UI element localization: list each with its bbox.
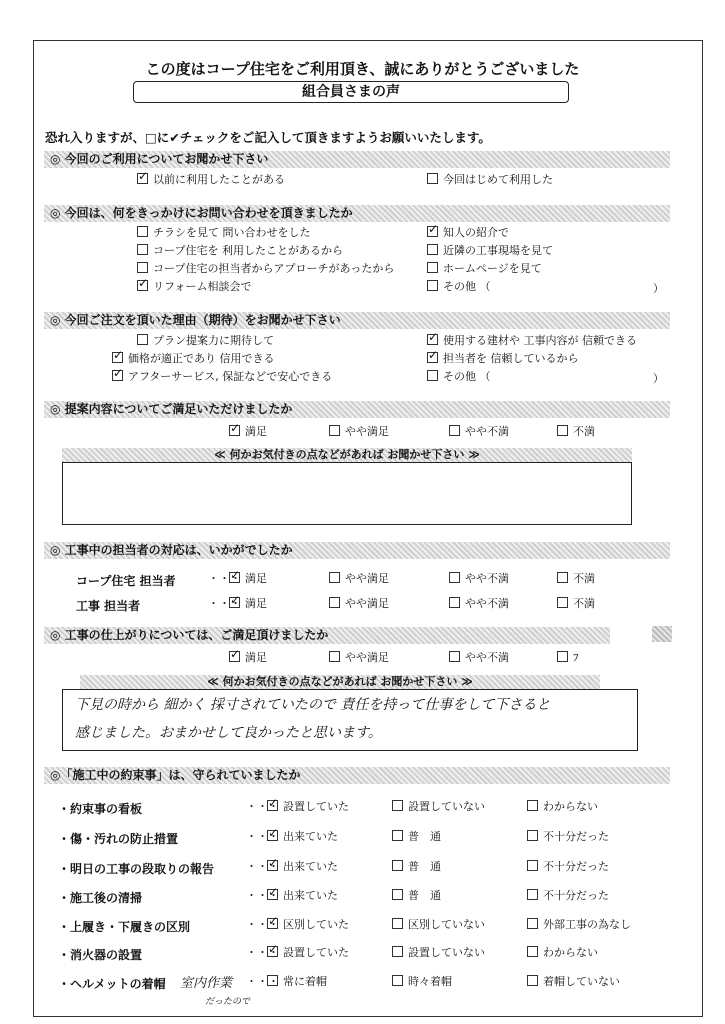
checkbox[interactable] bbox=[557, 425, 568, 436]
q7-row-option[interactable]: わからない bbox=[527, 800, 598, 814]
q7-row-lead: ・・・ bbox=[246, 975, 279, 988]
q2-option-6[interactable]: 近隣の工事現場を見て bbox=[427, 244, 553, 258]
q5-row-1-opt-2[interactable]: やや満足 bbox=[329, 572, 389, 586]
checkbox-checked[interactable] bbox=[137, 280, 148, 291]
q7-row-option[interactable]: 普 通 bbox=[392, 860, 441, 874]
checkbox-checked[interactable] bbox=[427, 352, 438, 363]
q7-heading: ◎「施工中の約束事」は、守られていましたか bbox=[44, 767, 670, 784]
checkbox[interactable] bbox=[392, 830, 403, 841]
q5-row-2-opt-4[interactable]: 不満 bbox=[557, 597, 595, 611]
checkbox[interactable] bbox=[527, 830, 538, 841]
q6-comment-line-2: 感じました。おまかせして良かったと思います。 bbox=[75, 725, 382, 741]
q3-option-1[interactable]: プラン提案力に期待して bbox=[137, 334, 274, 348]
checkbox[interactable] bbox=[427, 262, 438, 273]
checkbox[interactable] bbox=[427, 280, 438, 291]
q7-row-lead: ・・・ bbox=[246, 946, 279, 959]
checkbox[interactable] bbox=[267, 975, 278, 986]
q1-option-1[interactable]: ✓以前に利用したことがある bbox=[137, 173, 285, 187]
checkbox[interactable] bbox=[329, 572, 340, 583]
checkbox-checked[interactable] bbox=[229, 572, 240, 583]
checkbox-checked[interactable] bbox=[229, 425, 240, 436]
q3-option-4[interactable]: ✓使用する建材や 工事内容が 信頼できる bbox=[427, 334, 637, 348]
checkbox[interactable] bbox=[557, 651, 568, 662]
q3-option-6[interactable]: その他 （ bbox=[427, 370, 491, 384]
checkbox[interactable] bbox=[449, 572, 460, 583]
q5-row-2-label: 工事 担当者 bbox=[76, 599, 141, 613]
checkbox[interactable] bbox=[137, 244, 148, 255]
q7-row-option[interactable]: 常に着帽 bbox=[267, 975, 327, 989]
q4-heading: ◎ 提案内容についてご満足いただけましたか bbox=[44, 401, 670, 418]
q1-heading: ◎ 今回のご利用についてお聞かせ下さい bbox=[44, 151, 670, 168]
q2-option-5[interactable]: ✓知人の紹介で bbox=[427, 226, 509, 240]
q3-option-5[interactable]: ✓担当者を 信頼しているから bbox=[427, 352, 579, 366]
checkbox[interactable] bbox=[392, 918, 403, 929]
checkbox[interactable] bbox=[427, 244, 438, 255]
q4-comment-heading: ≪ 何かお気付きの点などがあれば お聞かせ下さい ≫ bbox=[62, 448, 632, 462]
q7-row-option[interactable]: ✓ 出来ていた bbox=[267, 860, 338, 874]
checkbox[interactable] bbox=[392, 946, 403, 957]
checkbox[interactable] bbox=[527, 800, 538, 811]
checkbox-checked[interactable] bbox=[267, 860, 278, 871]
q3-heading: ◎ 今回ご注文を頂いた理由（期待）をお聞かせ下さい bbox=[44, 312, 670, 329]
checkbox-checked[interactable] bbox=[229, 651, 240, 662]
q7-row-option[interactable]: 不十分だった bbox=[527, 860, 609, 874]
checkbox[interactable] bbox=[527, 946, 538, 957]
instruction-text: 恐れ入りますが、□に✔チェックをご記入して頂きますようお願いいたします。 bbox=[45, 130, 491, 145]
q5-row-2-opt-1[interactable]: ✓ 満足 bbox=[229, 597, 267, 611]
q5-row-1-opt-1[interactable]: ✓ 満足 bbox=[229, 572, 267, 586]
q2-heading: ◎ 今回は、何をきっかけにお問い合わせを頂きましたか bbox=[44, 205, 670, 222]
q2-option-7[interactable]: ホームページを見て bbox=[427, 262, 542, 276]
q7-row-label: ・ヘルメットの着帽 bbox=[58, 977, 166, 991]
q7-row-label: ・傷・汚れの防止措置 bbox=[58, 832, 179, 846]
handwritten-note: 室内作業 bbox=[180, 976, 233, 991]
q6-option-4[interactable]: ﾌ bbox=[557, 651, 579, 665]
checkbox[interactable] bbox=[527, 889, 538, 900]
q7-row-option[interactable]: 不十分だった bbox=[527, 830, 609, 844]
q7-row-option[interactable]: 設置していない bbox=[392, 800, 485, 814]
q7-row-option[interactable]: 不十分だった bbox=[527, 889, 609, 903]
q7-row-option[interactable]: ✓ 設置していた bbox=[267, 800, 349, 814]
checkbox[interactable] bbox=[527, 918, 538, 929]
q5-heading: ◎ 工事中の担当者の対応は、いかがでしたか bbox=[44, 542, 670, 559]
q4-comment-box[interactable] bbox=[62, 462, 632, 525]
checkbox-checked[interactable] bbox=[267, 918, 278, 929]
checkbox[interactable] bbox=[392, 889, 403, 900]
page-title: この度はコープ住宅をご利用頂き、誠にありがとうございました bbox=[145, 60, 580, 78]
q7-row-label: ・上履き・下履きの区別 bbox=[58, 920, 191, 934]
q7-row-option[interactable]: 区別していない bbox=[392, 918, 485, 932]
q2-option-8[interactable]: その他 （ bbox=[427, 280, 491, 294]
checkbox[interactable] bbox=[527, 975, 538, 986]
checkbox[interactable] bbox=[137, 226, 148, 237]
q1-option-2[interactable]: 今回はじめて利用した bbox=[427, 173, 553, 187]
q4-option-2[interactable]: やや満足 bbox=[329, 425, 389, 439]
q7-row-option[interactable]: 時々着帽 bbox=[392, 975, 452, 989]
checkbox-checked[interactable] bbox=[267, 830, 278, 841]
q5-row-1-opt-4[interactable]: 不満 bbox=[557, 572, 595, 586]
q6-comment-line-1: 下見の時から 細かく 採寸されていたので 責任を持って仕事をして下さると bbox=[75, 697, 551, 713]
scan-shade bbox=[652, 626, 672, 642]
checkbox[interactable] bbox=[137, 334, 148, 345]
q7-row-label: ・消火器の設置 bbox=[58, 948, 143, 962]
q7-row-option[interactable]: 普 通 bbox=[392, 889, 441, 903]
q7-row-lead: ・・・ bbox=[246, 830, 279, 843]
checkbox[interactable] bbox=[557, 572, 568, 583]
checkbox-checked[interactable] bbox=[267, 889, 278, 900]
q6-option-3[interactable]: やや不満 bbox=[449, 651, 509, 665]
q3-option-3[interactable]: ✓アフターサービス, 保証などで安心できる bbox=[112, 370, 332, 384]
q7-row-option[interactable]: ✓ 区別していた bbox=[267, 918, 349, 932]
checkbox-checked[interactable] bbox=[137, 173, 148, 184]
q7-row-option[interactable]: 着帽していない bbox=[527, 975, 620, 989]
checkbox-checked[interactable] bbox=[112, 352, 123, 363]
checkbox[interactable] bbox=[527, 860, 538, 871]
q7-row-option[interactable]: ✓ 設置していた bbox=[267, 946, 349, 960]
q6-heading: ◎ 工事の仕上がりについては、ご満足頂けましたか bbox=[44, 627, 610, 644]
checkbox-checked[interactable] bbox=[427, 226, 438, 237]
q7-row-option[interactable]: わからない bbox=[527, 946, 598, 960]
q2-option-3[interactable]: コープ住宅の担当者からアプローチがあったから bbox=[137, 262, 394, 276]
checkbox[interactable] bbox=[427, 173, 438, 184]
q2-option-2[interactable]: コープ住宅を 利用したことがあるから bbox=[137, 244, 343, 258]
q7-row-option[interactable]: ✓ 出来ていた bbox=[267, 830, 338, 844]
checkbox-checked[interactable] bbox=[267, 800, 278, 811]
q2-paren-close: ） bbox=[653, 282, 664, 295]
q7-row-label: ・明日の工事の段取りの報告 bbox=[58, 862, 215, 876]
q4-option-1[interactable]: ✓満足 bbox=[229, 425, 267, 439]
checkbox-checked[interactable] bbox=[229, 597, 240, 608]
q7-row-option[interactable]: 設置していない bbox=[392, 946, 485, 960]
checkbox[interactable] bbox=[392, 800, 403, 811]
q7-row-label: ・約束事の看板 bbox=[58, 802, 143, 816]
checkbox-checked[interactable] bbox=[427, 334, 438, 345]
handwritten-note-2: だったので bbox=[205, 997, 251, 1007]
q4-option-4[interactable]: 不満 bbox=[557, 425, 595, 439]
checkbox[interactable] bbox=[329, 425, 340, 436]
q2-option-4[interactable]: ✓リフォーム相談会で bbox=[137, 280, 251, 294]
q6-option-1[interactable]: ✓満足 bbox=[229, 651, 267, 665]
q7-row-option[interactable]: 普 通 bbox=[392, 830, 441, 844]
checkbox[interactable] bbox=[329, 651, 340, 662]
q3-option-2[interactable]: ✓価格が適正であり 信用できる bbox=[112, 352, 275, 366]
q7-row-label: ・施工後の清掃 bbox=[58, 891, 143, 905]
checkbox[interactable] bbox=[449, 597, 460, 608]
checkbox[interactable] bbox=[449, 651, 460, 662]
q5-row-1-lead: ・・・ bbox=[208, 572, 241, 585]
checkbox-checked[interactable] bbox=[267, 946, 278, 957]
q7-row-option[interactable]: ✓ 出来ていた bbox=[267, 889, 338, 903]
q2-option-1[interactable]: チラシを見て 問い合わせをした bbox=[137, 226, 311, 240]
subtitle: 組合員さまの声 bbox=[133, 81, 569, 103]
checkbox[interactable] bbox=[557, 597, 568, 608]
q5-row-2-opt-2[interactable]: やや満足 bbox=[329, 597, 389, 611]
q5-row-2-lead: ・・・ bbox=[208, 597, 241, 610]
q7-row-lead: ・・・ bbox=[246, 918, 279, 931]
q7-row-lead: ・・・ bbox=[246, 860, 279, 873]
checkbox[interactable] bbox=[449, 425, 460, 436]
q5-row-1-opt-3[interactable]: やや不満 bbox=[449, 572, 509, 586]
checkbox[interactable] bbox=[392, 860, 403, 871]
q5-row-1-label: コープ住宅 担当者 bbox=[76, 574, 176, 588]
checkbox-checked[interactable] bbox=[112, 370, 123, 381]
checkbox[interactable] bbox=[427, 370, 438, 381]
q3-paren-close: ） bbox=[653, 372, 664, 385]
q7-row-lead: ・・・ bbox=[246, 800, 279, 813]
checkbox[interactable] bbox=[329, 597, 340, 608]
q5-row-2-opt-3[interactable]: やや不満 bbox=[449, 597, 509, 611]
checkbox[interactable] bbox=[392, 975, 403, 986]
checkbox[interactable] bbox=[137, 262, 148, 273]
q4-option-3[interactable]: やや不満 bbox=[449, 425, 509, 439]
q6-comment-heading: ≪ 何かお気付きの点などがあれば お聞かせ下さい ≫ bbox=[80, 675, 600, 689]
q7-row-option[interactable]: 外部工事の為なし bbox=[527, 918, 631, 932]
q6-option-2[interactable]: やや満足 bbox=[329, 651, 389, 665]
q7-row-lead: ・・・ bbox=[246, 889, 279, 902]
